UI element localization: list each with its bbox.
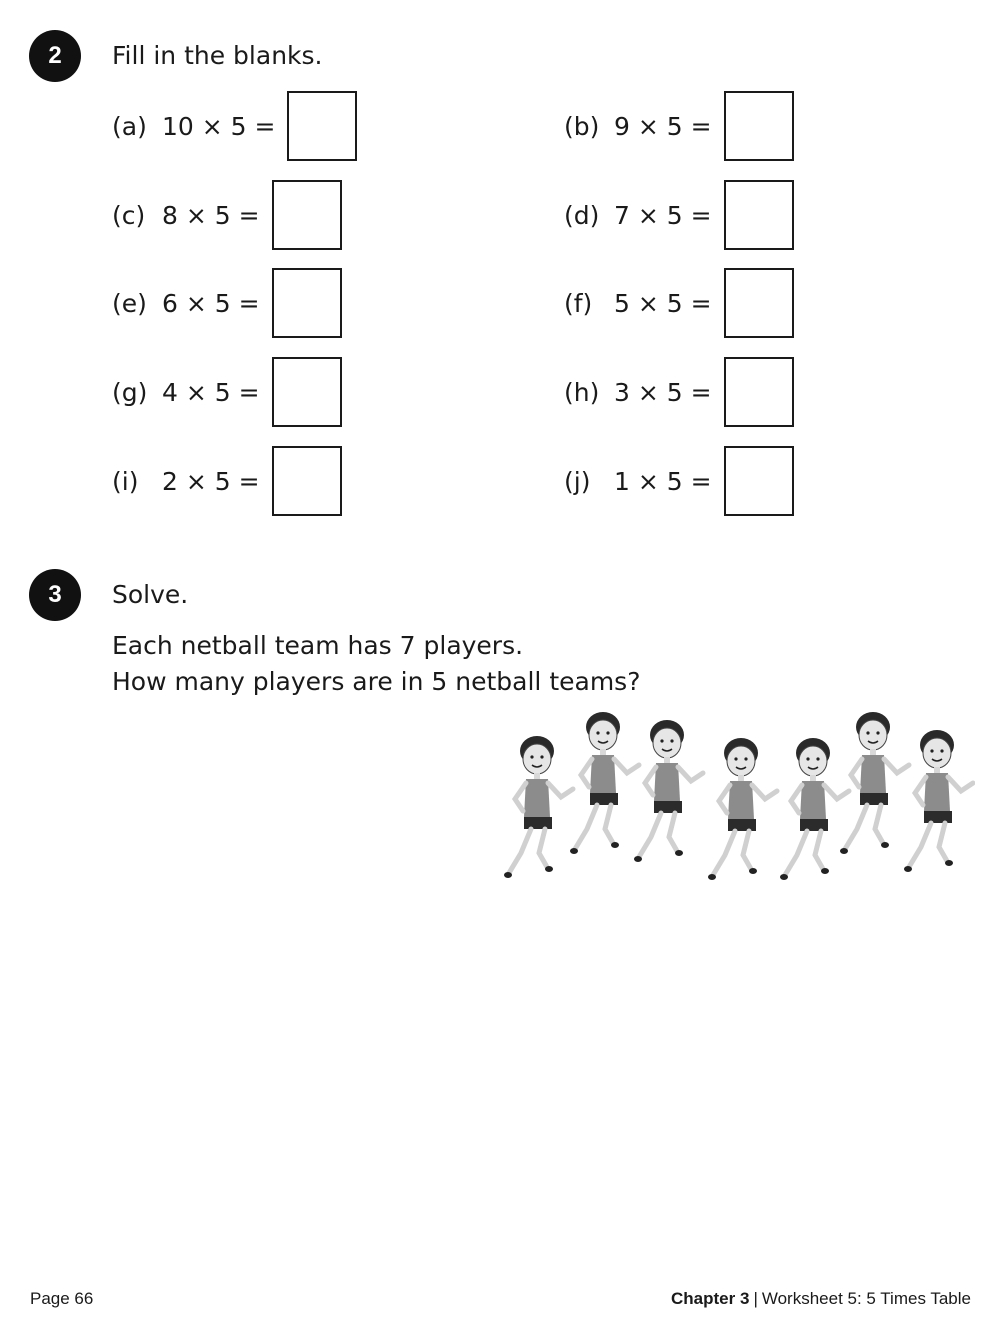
chapter-label: Chapter 3 bbox=[671, 1289, 750, 1308]
problem-label: (h) bbox=[564, 377, 600, 407]
problem-b bbox=[564, 91, 794, 161]
question-number-badge bbox=[29, 569, 81, 621]
problem-label: (a) bbox=[112, 111, 147, 141]
problem-i bbox=[112, 446, 342, 516]
problem-d bbox=[564, 180, 794, 250]
player-figure bbox=[708, 738, 777, 880]
problem-j bbox=[564, 446, 794, 516]
question-number: 2 bbox=[48, 42, 62, 69]
problem-expression: 7 × 5 = bbox=[614, 200, 712, 230]
problem-expression: 6 × 5 = bbox=[162, 288, 260, 318]
answer-box[interactable] bbox=[724, 91, 794, 161]
problem-h bbox=[564, 357, 794, 427]
problem-label: (c) bbox=[112, 200, 146, 230]
answer-box[interactable] bbox=[272, 268, 342, 338]
player-figure bbox=[904, 730, 973, 872]
footer-chapter-info bbox=[671, 1289, 971, 1309]
problem-expression: 2 × 5 = bbox=[162, 466, 260, 496]
problem-expression: 4 × 5 = bbox=[162, 377, 260, 407]
problem-label: (i) bbox=[112, 466, 139, 496]
player-figure bbox=[570, 712, 639, 854]
problem-expression: 5 × 5 = bbox=[614, 288, 712, 318]
answer-box[interactable] bbox=[287, 91, 357, 161]
answer-box[interactable] bbox=[724, 357, 794, 427]
word-problem-line-1: Each netball team has 7 players. bbox=[112, 631, 524, 660]
problem-label: (e) bbox=[112, 288, 147, 318]
answer-box[interactable] bbox=[272, 357, 342, 427]
problem-e bbox=[112, 268, 342, 338]
answer-box[interactable] bbox=[272, 180, 342, 250]
answer-box[interactable] bbox=[272, 446, 342, 516]
problem-label: (j) bbox=[564, 466, 591, 496]
problem-expression: 9 × 5 = bbox=[614, 111, 712, 141]
problem-c bbox=[112, 180, 342, 250]
answer-box[interactable] bbox=[724, 446, 794, 516]
problem-label: (g) bbox=[112, 377, 148, 407]
word-problem-line-2: How many players are in 5 netball teams? bbox=[112, 667, 641, 696]
problem-expression: 1 × 5 = bbox=[614, 466, 712, 496]
problem-expression: 10 × 5 = bbox=[162, 111, 276, 141]
problem-label: (b) bbox=[564, 111, 600, 141]
question-number: 3 bbox=[48, 581, 62, 608]
instruction-text: Fill in the blanks. bbox=[112, 41, 323, 70]
page-number: Page 66 bbox=[30, 1289, 94, 1308]
worksheet-title: Worksheet 5: 5 Times Table bbox=[761, 1289, 971, 1308]
instruction-text: Solve. bbox=[112, 580, 189, 609]
problem-a bbox=[112, 91, 357, 161]
player-figure bbox=[840, 712, 909, 854]
footer-separator: | bbox=[753, 1289, 758, 1308]
problem-expression: 8 × 5 = bbox=[162, 200, 260, 230]
netball-players-illustration bbox=[495, 705, 975, 880]
answer-box[interactable] bbox=[724, 180, 794, 250]
answer-box[interactable] bbox=[724, 268, 794, 338]
problem-label: (f) bbox=[564, 288, 593, 318]
problem-f bbox=[564, 268, 794, 338]
player-figure bbox=[634, 720, 703, 862]
problem-g bbox=[112, 357, 342, 427]
problem-expression: 3 × 5 = bbox=[614, 377, 712, 407]
player-figure bbox=[504, 736, 573, 878]
problem-label: (d) bbox=[564, 200, 600, 230]
question-number-badge bbox=[29, 30, 81, 82]
player-figure bbox=[780, 738, 849, 880]
